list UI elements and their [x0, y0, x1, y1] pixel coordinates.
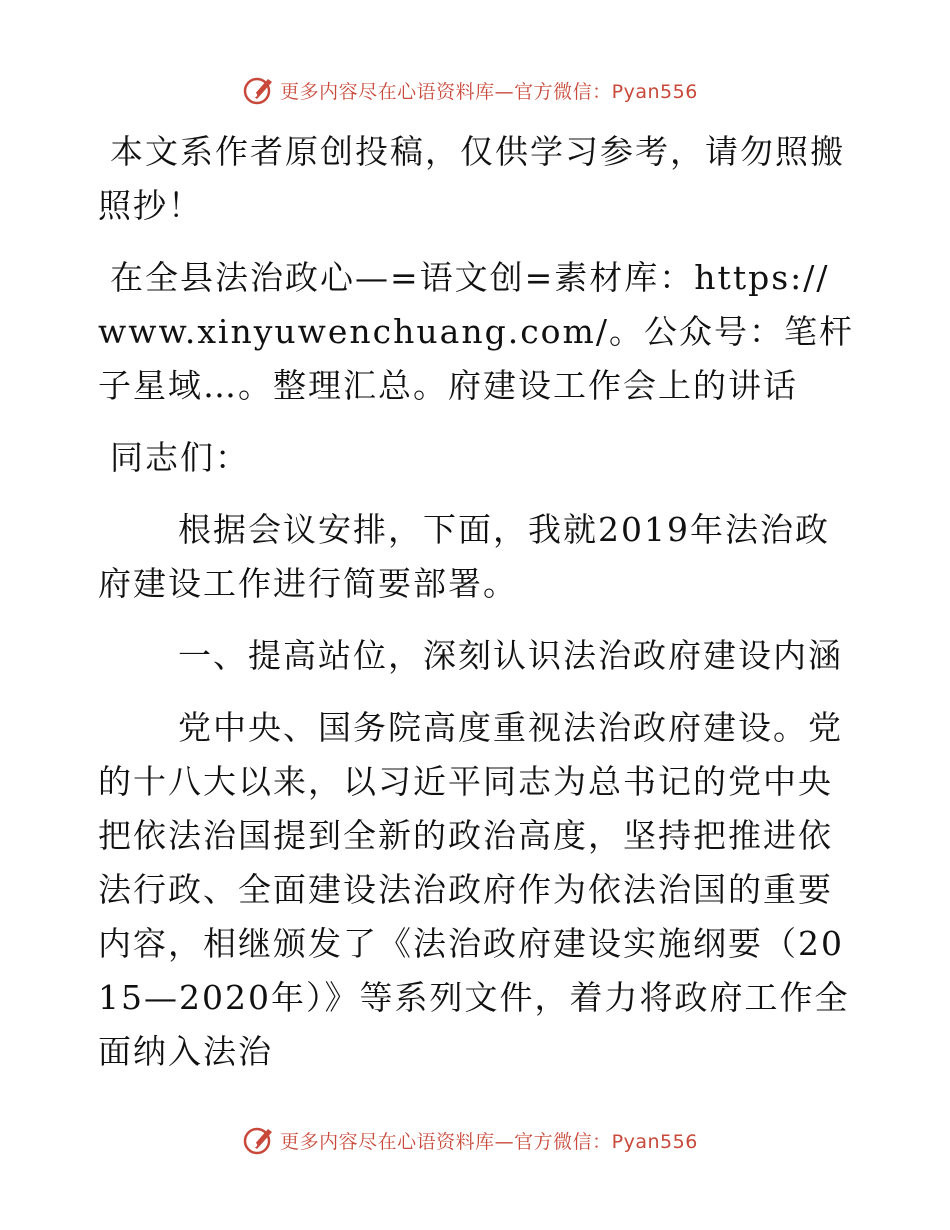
pen-nib-logo-icon	[242, 73, 276, 107]
copyright-notice: 本文系作者原创投稿，仅供学习参考，请勿照搬照抄！	[98, 132, 845, 225]
header-banner	[0, 70, 950, 110]
body-paragraph: 党中央、国务院高度重视法治政府建设。党的十八大以来，以习近平同志为总书记的党中央把依法治国提到全新的政治高度，坚持把推进依法行政、全面建设法治政府作为依法治国的重要内容，相继颁发了《法治政府建设实施纲要（2015—2020年）》等系列文件，着力将政府工作全面纳入法治	[98, 708, 850, 1071]
footer-banner-text: 更多内容尽在心语资料库—官方微信：Pyan556	[280, 1130, 698, 1153]
document-body	[98, 125, 858, 1079]
intro-paragraph: 根据会议安排，下面，我就2019年法治政府建设工作进行简要部署。	[98, 510, 830, 603]
header-banner-text: 更多内容尽在心语资料库—官方微信：Pyan556	[280, 80, 698, 103]
section-heading: 一、提高站位，深刻认识法治政府建设内涵	[178, 636, 843, 675]
footer-banner	[0, 1120, 950, 1160]
source-note: 在全县法治政心—=语文创=素材库：https://www.xinyuwenchuang.com/。公众号：笔杆子星域…。整理汇总。府建设工作会上的讲话	[98, 258, 854, 405]
pen-nib-logo-icon	[242, 1123, 276, 1157]
salutation: 同志们：	[110, 438, 250, 477]
